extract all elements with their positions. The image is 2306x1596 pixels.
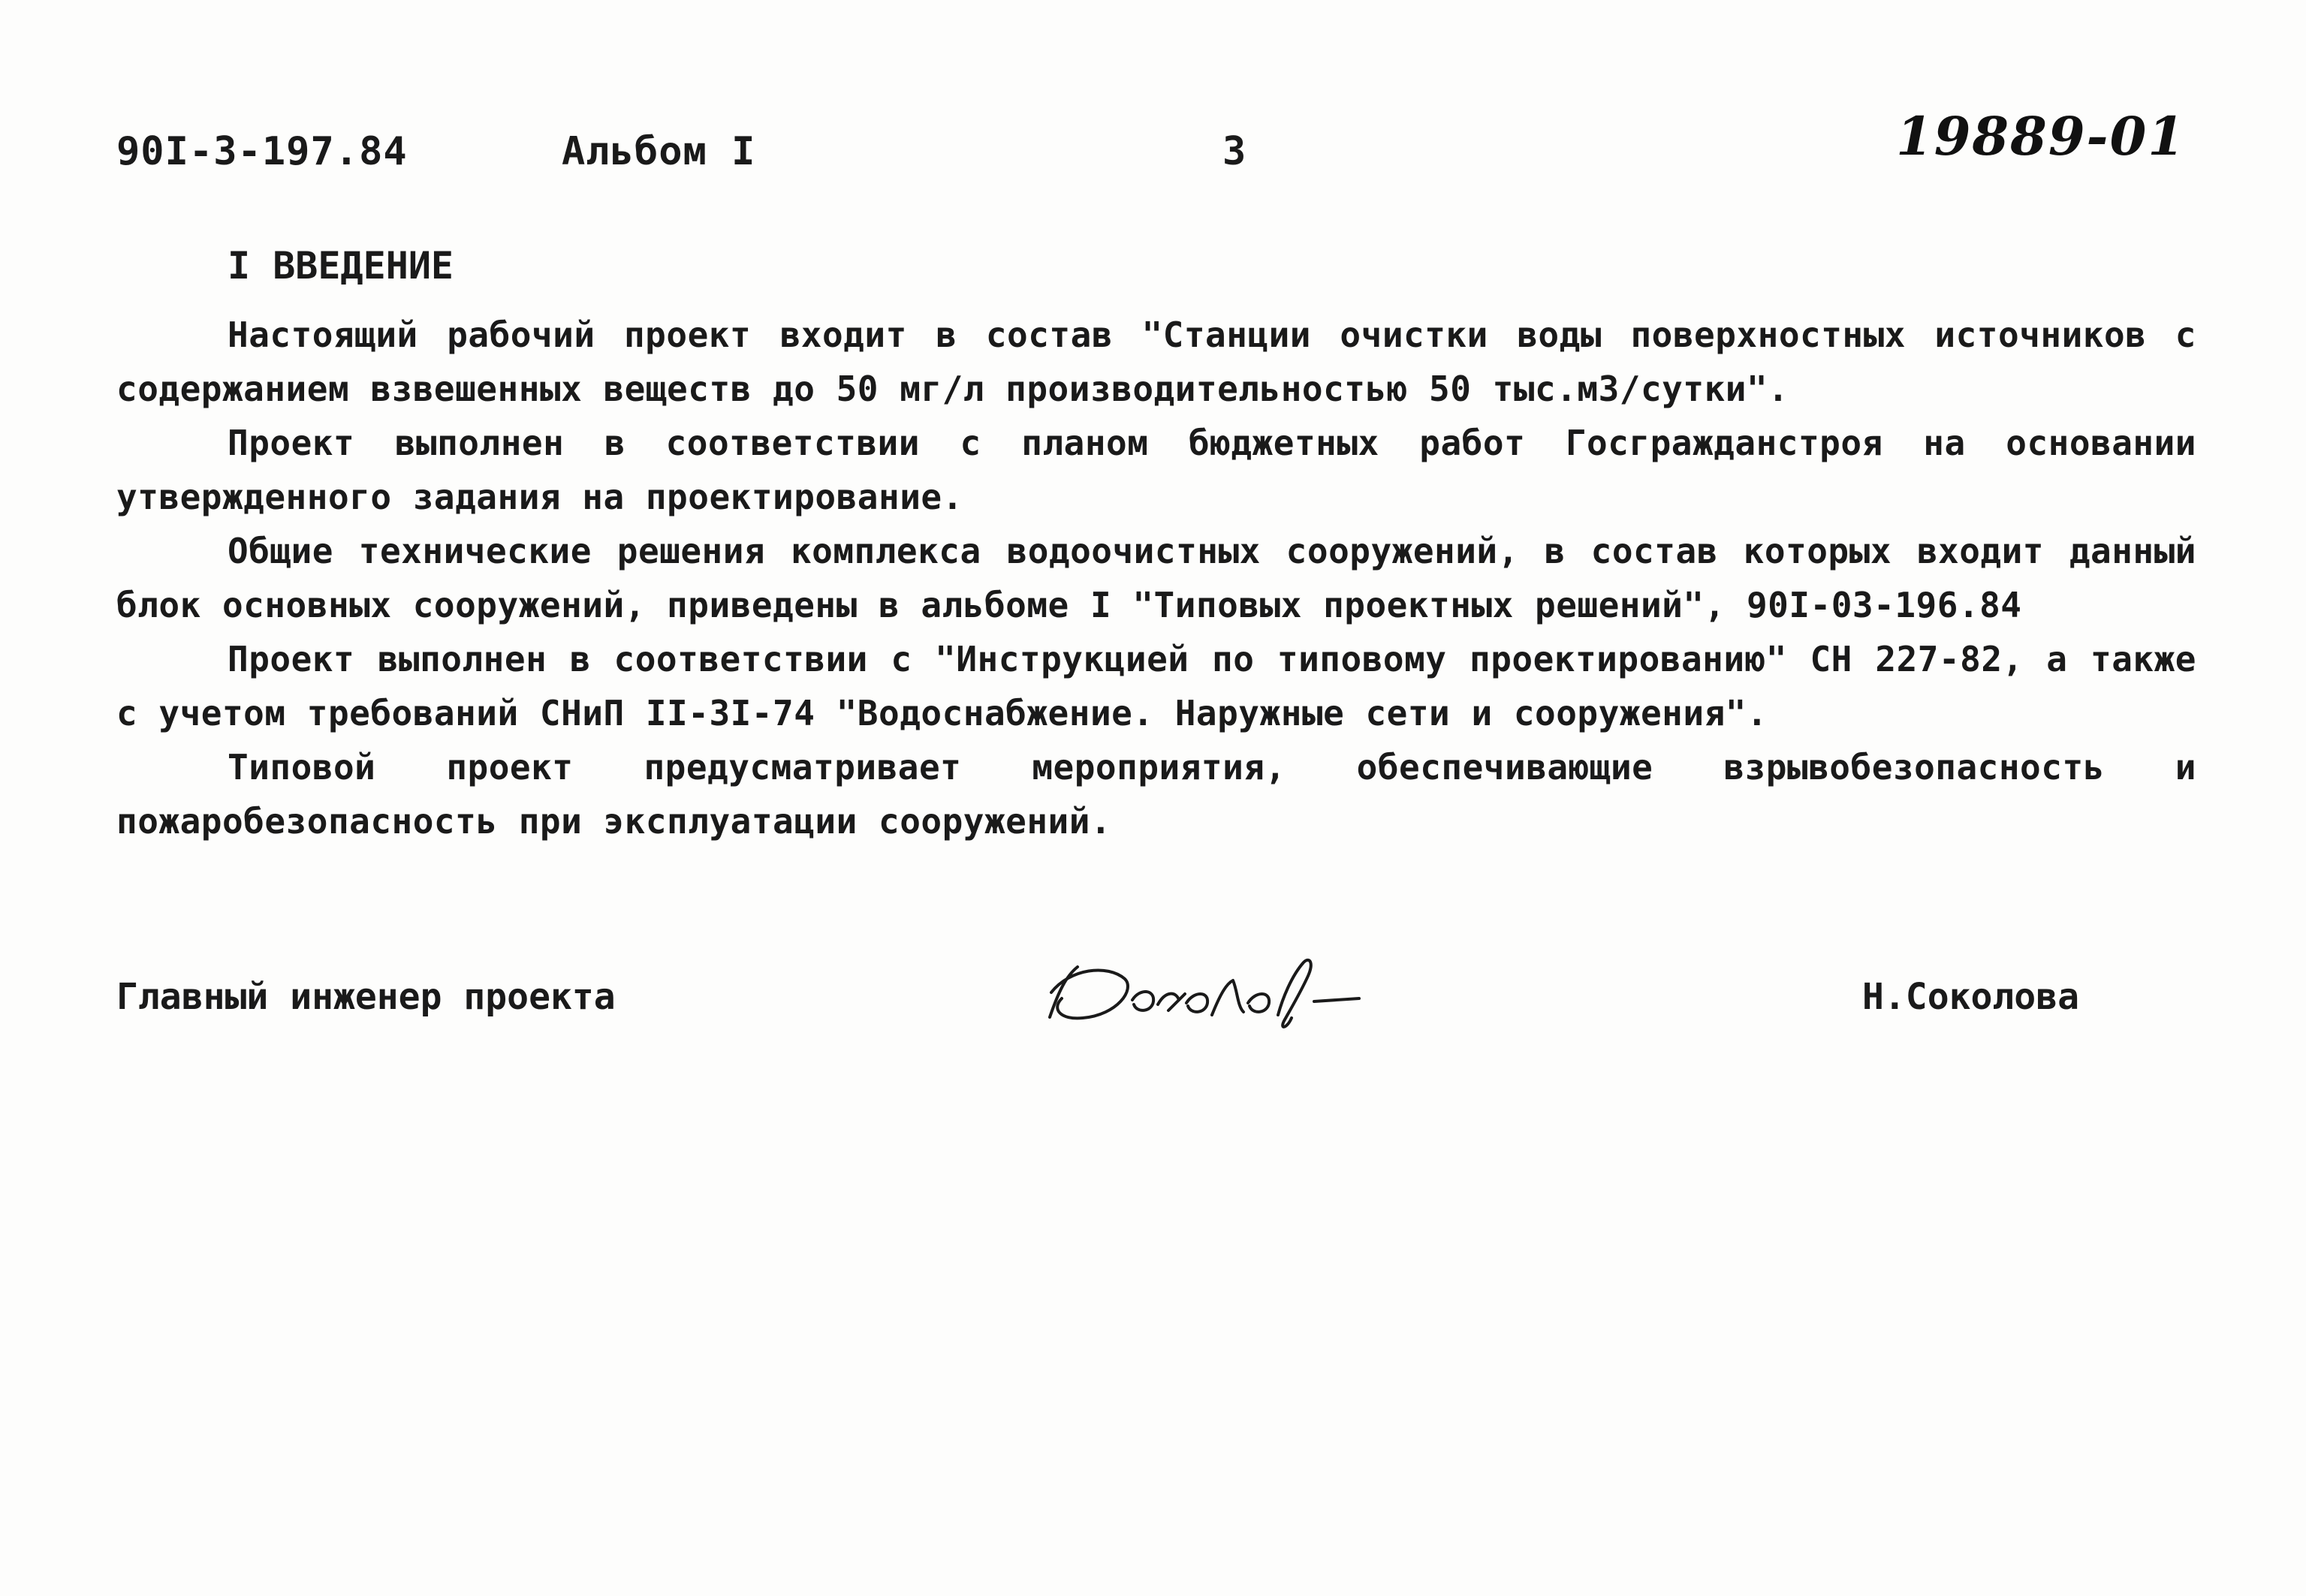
paragraph: Общие технические решения комплекса водоочистных сооружений, в состав которых входит данный блок основных сооружений, приведены в альбоме I "Типовых проектных решений", 90I-03-196.84 bbox=[116, 531, 2196, 625]
album-label: Альбом I bbox=[562, 129, 756, 174]
inventory-number: 19889-01 bbox=[1896, 105, 2186, 167]
document-number: 90I-3-197.84 bbox=[116, 129, 408, 174]
signer-role: Главный инженер проекта bbox=[116, 976, 616, 1018]
signature-block bbox=[116, 961, 2196, 1043]
paragraph: Типовой проект предусматривает мероприятия, обеспечивающие взрывобезопасность и пожаробезопасность при эксплуатации сооружений. bbox=[116, 747, 2196, 842]
section-title: I ВВЕДЕНИЕ bbox=[228, 244, 454, 288]
signer-name: Н.Соколова bbox=[1862, 976, 2079, 1018]
body-text bbox=[116, 308, 2196, 848]
page-number: 3 bbox=[1222, 129, 1247, 174]
handwritten-signature bbox=[1036, 946, 1442, 1043]
paragraph: Проект выполнен в соответствии с "Инструкцией по типовому проектированию" СН 227-82, а также с учетом требований СНиП II-3I-74 "Водоснабжение. Наружные сети и сооружения". bbox=[116, 639, 2196, 733]
paragraph: Проект выполнен в соответствии с планом бюджетных работ Госгражданстроя на основании утвержденного задания на проектирование. bbox=[116, 423, 2196, 517]
paragraph: Настоящий рабочий проект входит в состав "Станции очистки воды поверхностных источников с содержанием взвешенных веществ до 50 мг/л производительностью 50 тыс.м3/сутки". bbox=[116, 315, 2196, 409]
